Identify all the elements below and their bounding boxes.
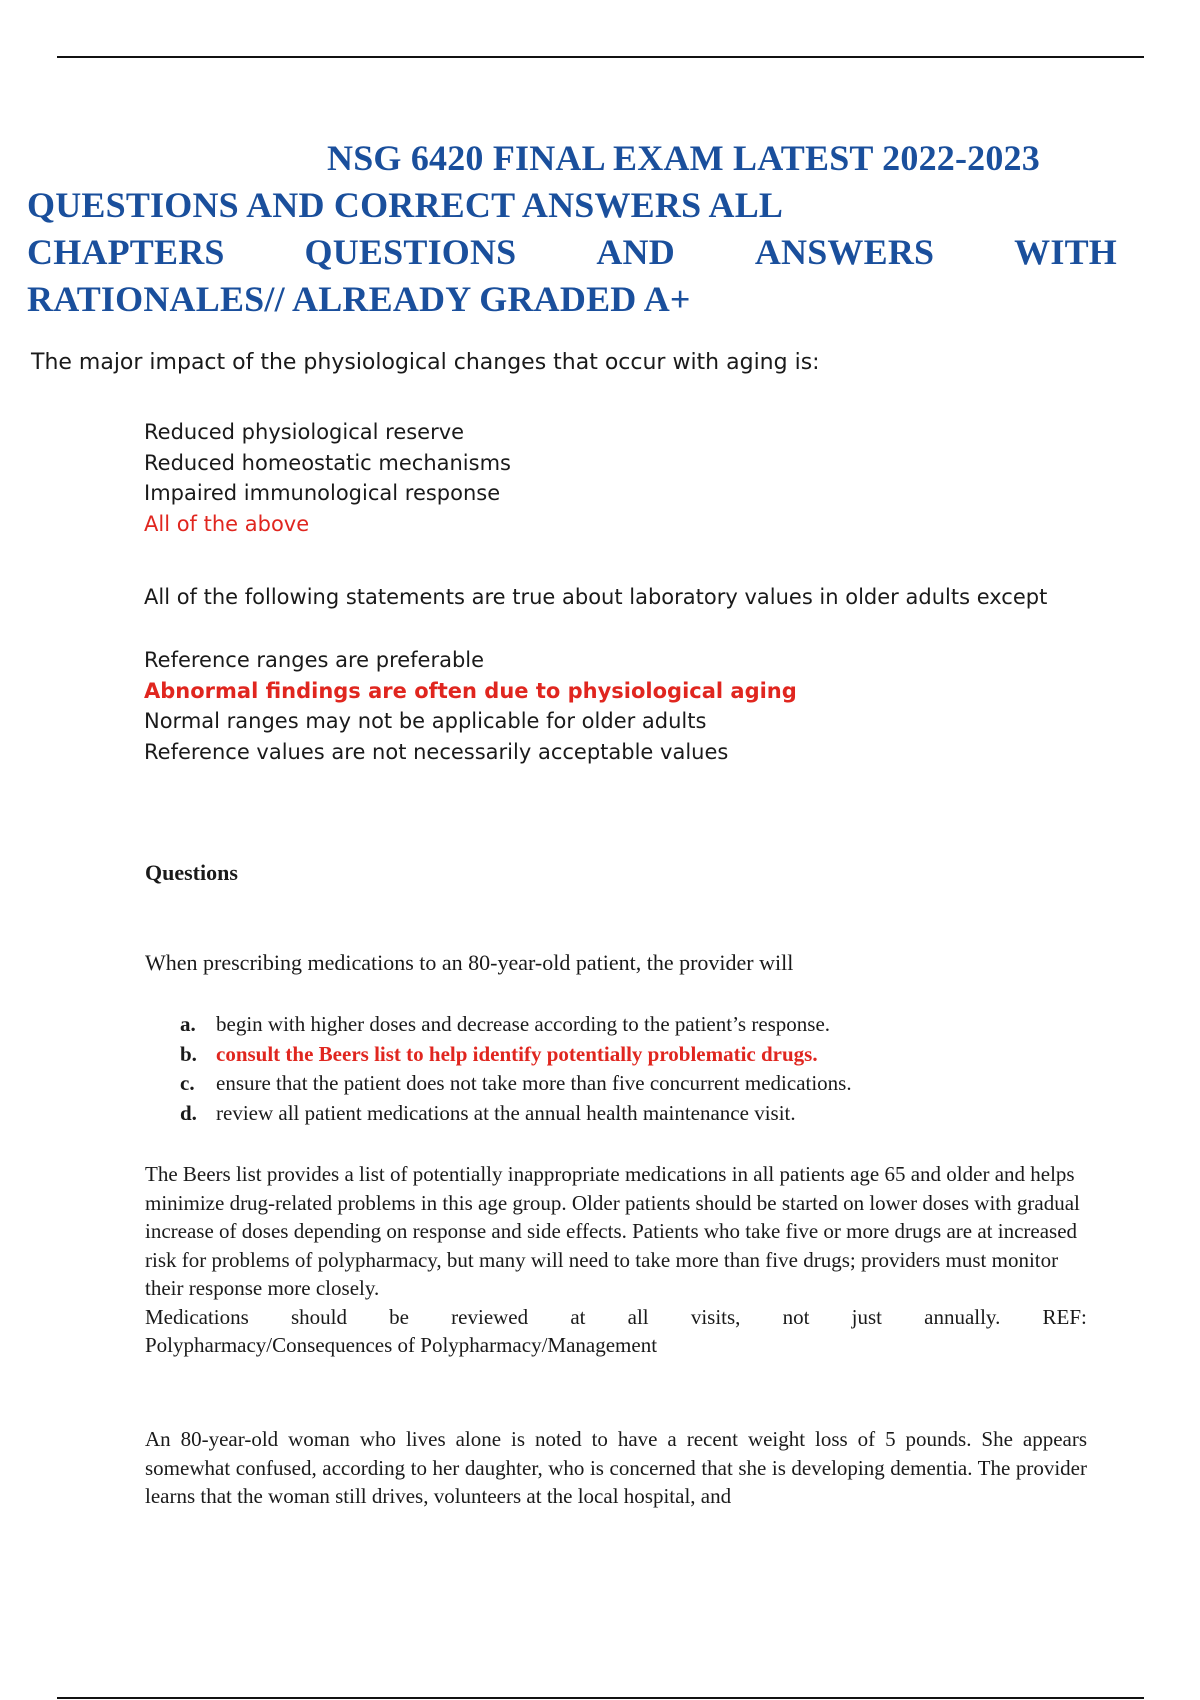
option: Reference ranges are preferable	[144, 648, 485, 672]
question-3-options	[180, 1010, 852, 1128]
rationale-word: annually.	[924, 1304, 1001, 1329]
title-word: AND	[596, 232, 675, 272]
option-letter: c.	[180, 1071, 195, 1095]
question-4-text: An 80-year-old woman who lives alone is noted to have a recent weight loss of 5 pounds. She appears somewhat confused, according to her daughter, who is concerned that she is developing dementia. The provider learns that the woman still drives, volunteers at the local hospital, and	[145, 1427, 1087, 1508]
rationale-word: reviewed	[451, 1304, 529, 1329]
title-word: ANSWERS	[754, 232, 935, 272]
rationale-word: should	[290, 1304, 347, 1329]
title-line-2: QUESTIONS AND CORRECT ANSWERS ALL	[27, 185, 784, 225]
option-letter: d.	[180, 1100, 197, 1125]
option-letter: b.	[180, 1041, 197, 1066]
option-text: begin with higher doses and decrease according to the patient’s response.	[216, 1012, 831, 1036]
bottom-rule	[57, 1697, 1144, 1699]
option-text: ensure that the patient does not take more than five concurrent medications.	[216, 1071, 852, 1095]
rationale-word: REF:	[1042, 1304, 1087, 1329]
rationale-line	[145, 1303, 1087, 1332]
correct-option: All of the above	[144, 511, 310, 536]
question-2-options	[144, 645, 797, 767]
rationale-text: The Beers list provides a list of potentially inappropriate medications in all patients age 65 and older and helps minimize drug-related problems in this age group. Older patients should be started on lower doses with gradual increase of doses depending on response and side effects. Patients who take five or more drugs are at increased risk for problems of polypharmacy, but many will need to take more than five drugs; providers must monitor their response more closely.	[145, 1162, 1080, 1300]
document-title	[27, 135, 1117, 323]
title-word: QUESTIONS	[304, 232, 517, 272]
title-word: CHAPTERS	[27, 232, 225, 272]
question-3-rationale	[145, 1160, 1087, 1360]
rationale-word: all	[627, 1304, 649, 1329]
rationale-word: at	[570, 1304, 586, 1329]
question-3-text: When prescribing medications to an 80-year-old patient, the provider will	[145, 950, 794, 975]
option: Impaired immunological response	[144, 481, 501, 505]
section-heading: Questions	[145, 860, 238, 885]
option: Reference values are not necessarily acceptable values	[144, 739, 729, 764]
option: Normal ranges may not be applicable for older adults	[144, 709, 707, 733]
rationale-word: be	[389, 1304, 409, 1329]
option-row	[180, 1069, 852, 1099]
title-line-4: RATIONALES// ALREADY GRADED A+	[27, 279, 691, 319]
option-row	[180, 1010, 852, 1040]
option-row	[180, 1099, 852, 1129]
option-letter: a.	[180, 1012, 196, 1036]
title-word: WITH	[1014, 232, 1117, 272]
title-line-3	[27, 229, 1117, 276]
rationale-word: visits,	[690, 1304, 741, 1329]
rationale-word: just	[851, 1304, 882, 1329]
correct-option-text: consult the Beers list to help identify potentially problematic drugs.	[216, 1041, 818, 1066]
title-line-1: NSG 6420 FINAL EXAM LATEST 2022-2023	[327, 138, 1040, 178]
rationale-reference: Polypharmacy/Consequences of Polypharmacy/Management	[145, 1333, 658, 1357]
question-2-text: All of the following statements are true about laboratory values in older adults except	[144, 585, 1048, 609]
option: Reduced homeostatic mechanisms	[144, 450, 511, 475]
correct-option: Abnormal findings are often due to physiological aging	[144, 678, 797, 703]
option-text: review all patient medications at the annual health maintenance visit.	[216, 1100, 796, 1125]
question-1-options	[144, 417, 511, 539]
option-row-correct	[180, 1040, 852, 1070]
rationale-word: not	[782, 1304, 810, 1329]
question-1-text: The major impact of the physiological changes that occur with aging is:	[31, 350, 820, 375]
top-rule	[57, 56, 1144, 58]
rationale-word: Medications	[145, 1304, 249, 1329]
option: Reduced physiological reserve	[144, 420, 465, 444]
